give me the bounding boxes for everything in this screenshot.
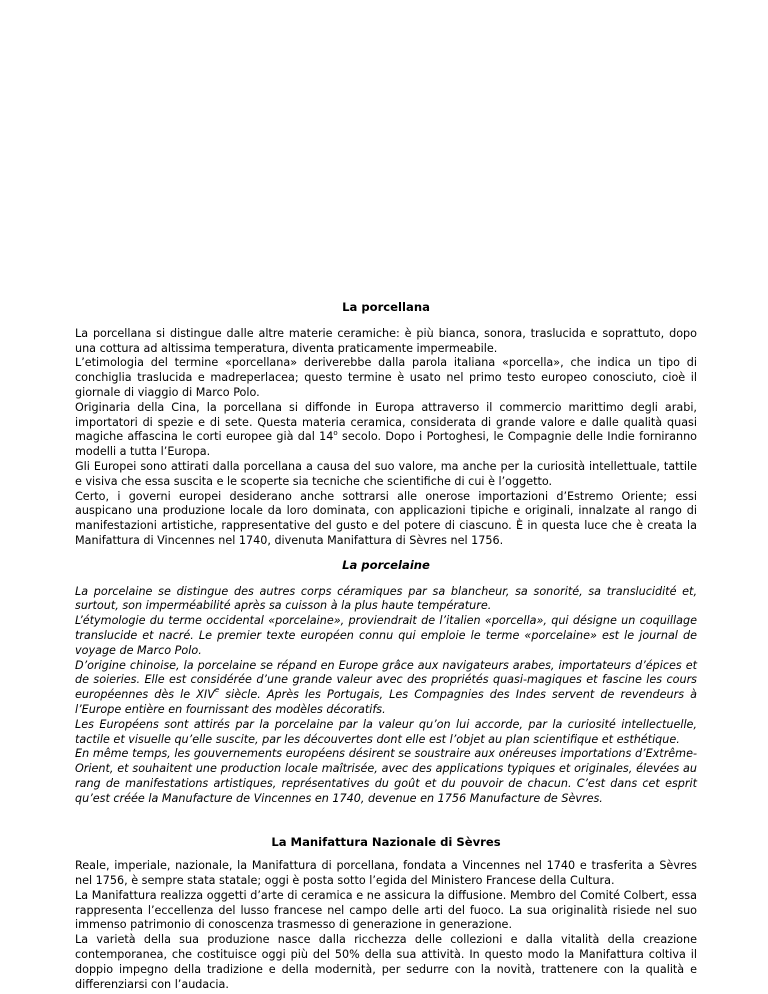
paragraph-it-3-superscript: o <box>333 428 338 437</box>
paragraph-it-3 <box>75 401 697 460</box>
paragraph-fr-3-superscript: e <box>214 686 220 695</box>
section-porcellana <box>75 300 697 549</box>
section-title-porcellana: La porcellana <box>342 300 430 314</box>
paragraph-fr-1: La porcelaine se distingue des autres corps céramiques par sa blancheur, sa sonorité, sa translucidité et, surtout, son imperméabilité après sa cuisson à la plus haute température. <box>75 584 697 613</box>
paragraph-it-5: Certo, i governi europei desiderano anche sottrarsi alle onerose importazioni d’Estremo Oriente; essi auspicano una produzione locale da loro dominata, con applicazioni tipiche e originali, innalzate al rango di manifestazioni artistiche, rappresentative del gusto e del potere di ciascuno. È in questa luce che è creata la Manifattura di Vincennes nel 1740, divenuta Manifattura di Sèvres nel 1756. <box>75 489 697 547</box>
paragraph-sevres-1: Reale, imperiale, nazionale, la Manifattura di porcellana, fondata a Vincennes nel 1740 e trasferita a Sèvres nel 1756, è sempre stata statale; oggi è posta sotto l’egida del Ministero Francese della Cultura. <box>75 859 697 888</box>
paragraph-sevres-2: La Manifattura realizza oggetti d’arte di ceramica e ne assicura la diffusione. Membro del Comité Colbert, essa rappresenta l’eccellenza del lusso francese nel campo delle arti del fuoco. La sua originalità risiede nel suo immenso patrimonio di conoscenza trasmesso di generazione in generazione. <box>75 888 697 932</box>
paragraph-fr-3-text-a: D’origine chinoise, la porcelaine se répand en Europe grâce aux navigateurs arabes, importateurs d’épices et de soieries. Elle est considérée d’une grande valeur avec des propriétés quasi-magiques et fascine les cours européennes dès le XIV <box>75 658 697 702</box>
paragraph-sevres-3: La varietà della sua produzione nasce dalla ricchezza delle collezioni e dalla vitalità della creazione contemporanea, che costituisce oggi più del 50% della sua attività. In questo modo la Manifattura coltiva il doppio impegno della tradizione e della modernità, per sedurre con la novità, trattenere con la qualità e differenziarsi con l’audacia. <box>75 933 697 991</box>
paragraph-fr-2: L’étymologie du terme occidental «porcelaine», proviendrait de l’italien «porcella», qui désigne un coquillage translucide et nacré. Le premier texte européen connu qui emploie le terme «porcelaine» est le journal de voyage de Marco Polo. <box>75 614 697 657</box>
document-page <box>75 300 697 992</box>
section-title-sevres: La Manifattura Nazionale di Sèvres <box>271 834 501 849</box>
paragraph-it-3-text-a: Originaria della Cina, la porcellana si diffonde in Europa attraverso il commercio marittimo degli arabi, importatori di spezie e di sete. Questa materia ceramica, considerata di grande valore e dalle qualità quasi magiche affascina le corti europee già dal 14 <box>75 400 697 444</box>
paragraph-it-4: Gli Europei sono attirati dalla porcellana a causa del suo valore, ma anche per la curiosità intellettuale, tattile e visiva che essa suscita e le scoperte sia tecniche che scientifiche di cui è l’oggetto. <box>75 459 697 488</box>
section-porcelaine <box>75 558 697 807</box>
paragraph-it-3-text-b: secolo. Dopo i Portoghesi, le Compagnie delle Indie forniranno modelli a tutta l’Europa. <box>75 430 697 459</box>
paragraph-fr-5: En même temps, les gouvernements européens désirent se soustraire aux onéreuses importations d’Extrême-Orient, et souhaitent une production locale maîtrisée, avec des applications typiques et originales, élevées au rang de manifestations artistiques, représentatives du goût et du pouvoir de chacun. C’est dans cet esprit qu’est créée la Manufacture de Vincennes en 1740, devenue en 1756 Manufacture de Sèvres. <box>75 747 697 805</box>
paragraph-fr-3 <box>75 659 697 718</box>
section-title-porcelaine: La porcelaine <box>342 557 430 572</box>
section-sevres <box>75 835 697 993</box>
paragraph-it-1: La porcellana si distingue dalle altre materie ceramiche: è più bianca, sonora, traslucida e soprattuto, dopo una cottura ad altissima temperatura, diventa praticamente impermeabile. <box>75 326 697 355</box>
paragraph-fr-4: Les Européens sont attirés par la porcelaine par la valeur qu’on lui accorde, par la curiosité intellectuelle, tactile et visuelle qu’elle suscite, par les découvertes dont elle est l’objet au plan scientifique et esthétique. <box>75 717 697 746</box>
paragraph-fr-3-text-b: siècle. Après les Portugais, Les Compagnies des Indes servent de revendeurs à l’Europe entière en fournissant des modèles décoratifs. <box>75 688 697 716</box>
paragraph-it-2: L’etimologia del termine «porcellana» deriverebbe dalla parola italiana «porcella», che indica un tipo di conchiglia traslucida e madreperlacea; questo termine è usato nel primo testo europeo conosciuto, cioè il giornale di viaggio di Marco Polo. <box>75 356 697 399</box>
